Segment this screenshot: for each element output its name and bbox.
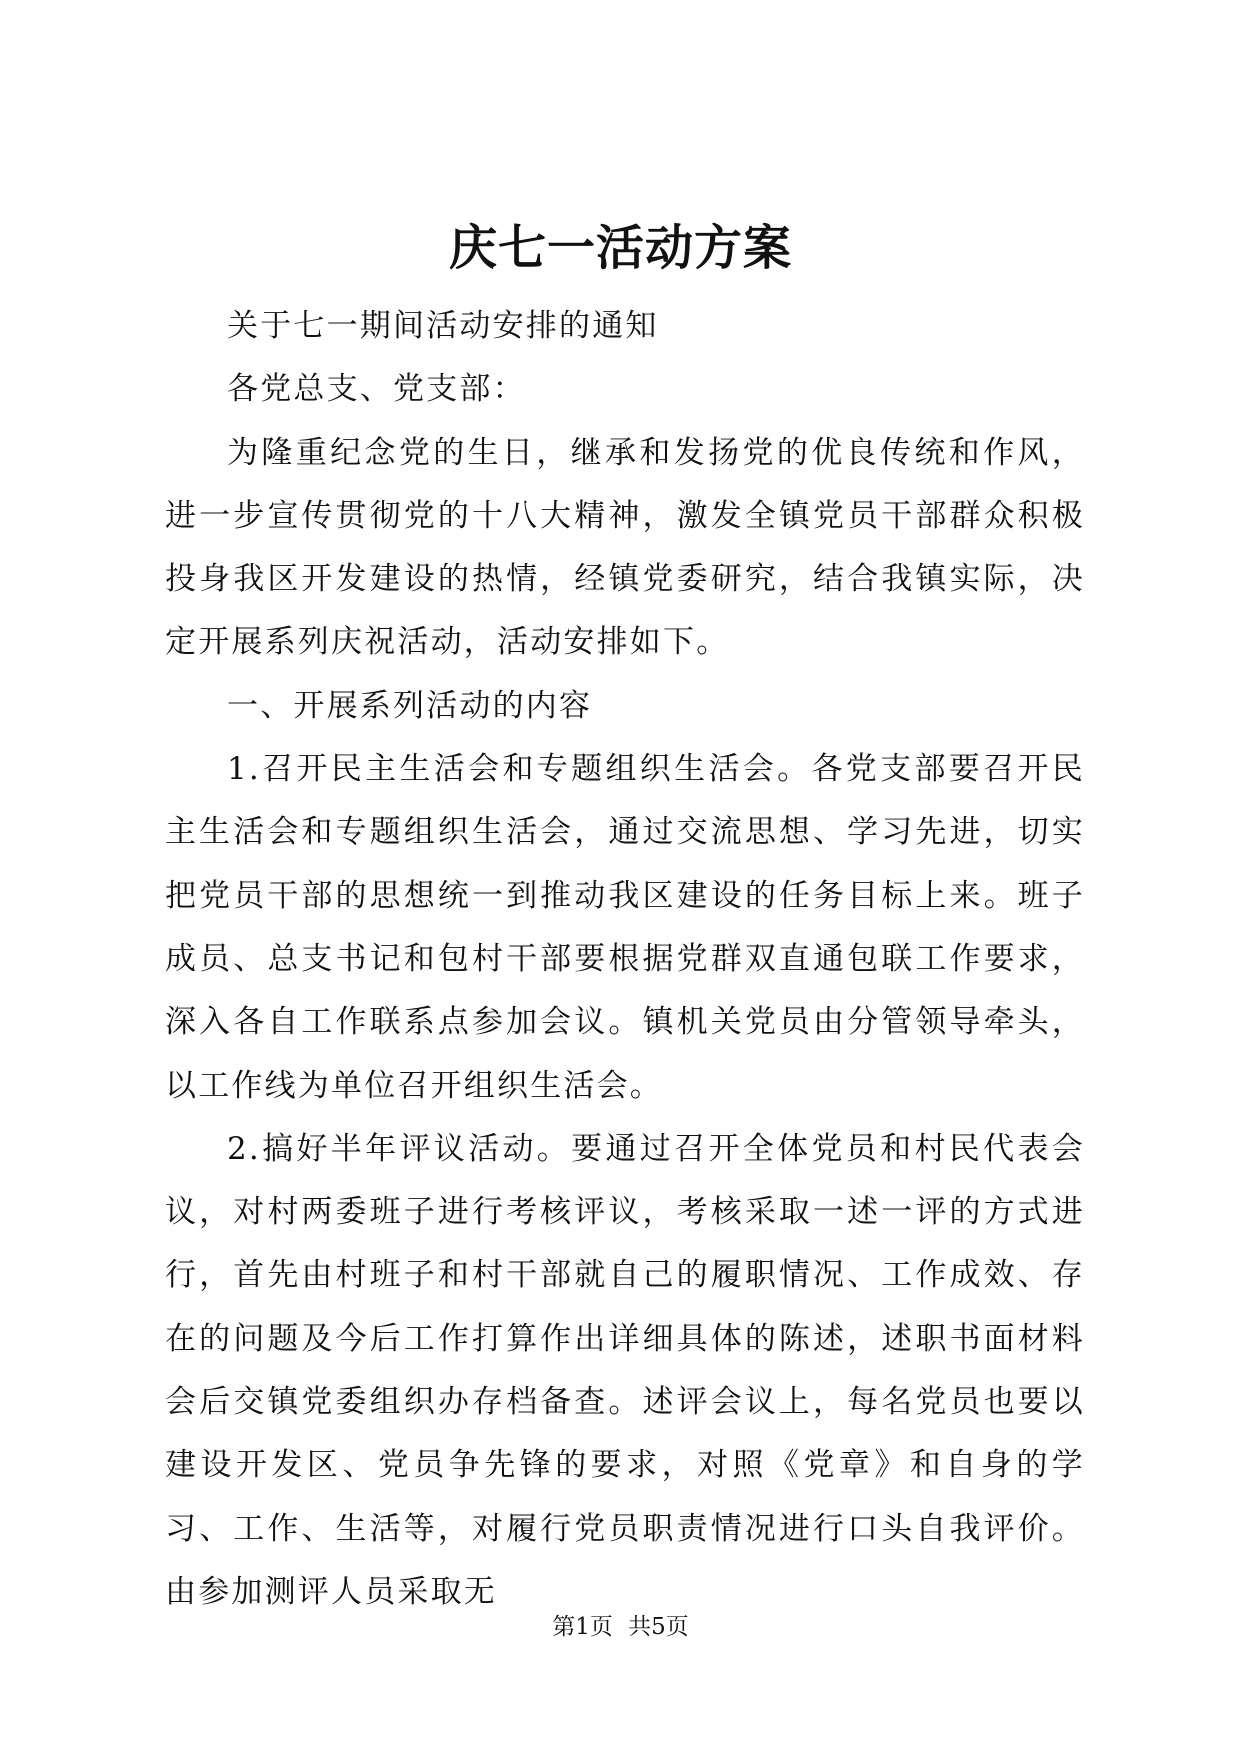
page-number: 第1页: [552, 1614, 613, 1640]
page-total: 共5页: [628, 1614, 689, 1640]
document-title: 庆七一活动方案: [448, 220, 792, 276]
page-footer: [0, 1612, 1241, 1642]
notice-heading: 关于七一期间活动安排的通知: [227, 308, 659, 344]
intro-paragraph: 为隆重纪念党的生日，继承和发扬党的优良传统和作风，进一步宣传贯彻党的十八大精神，激发全镇党员干部群众积极投身我区开发建设的热情，经镇党委研究，结合我镇实际，决定开展系列庆祝活动，活动安排如下。: [165, 434, 1085, 661]
salutation: 各党总支、党支部：: [227, 371, 526, 408]
item-paragraph-1: 1.召开民主生活会和专题组织生活会。各党支部要召开民主生活会和专题组织生活会，通过交流思想、学习先进，切实把党员干部的思想统一到推动我区建设的任务目标上来。班子成员、总支书记和包村干部要根据党群双直通包联工作要求，深入各自工作联系点参加会议。镇机关党员由分管领导牵头，以工作线为单位召开组织生活会。: [165, 751, 1085, 1104]
document-body: [165, 295, 1085, 1624]
section-heading-1: 一、开展系列活动的内容: [227, 687, 593, 724]
item-paragraph-2: 2.搞好半年评议活动。要通过召开全体党员和村民代表会议，对村两委班子进行考核评议，考核采取一述一评的方式进行，首先由村班子和村干部就自己的履职情况、工作成效、存在的问题及今后工作打算作出详细具体的陈述，述职书面材料会后交镇党委组织办存档备查。述评会议上，每名党员也要以建设开发区、党员争先锋的要求，对照《党章》和自身的学习、工作、生活等，对履行党员职责情况进行口头自我评价。由参加测评人员采取无: [165, 1130, 1085, 1610]
